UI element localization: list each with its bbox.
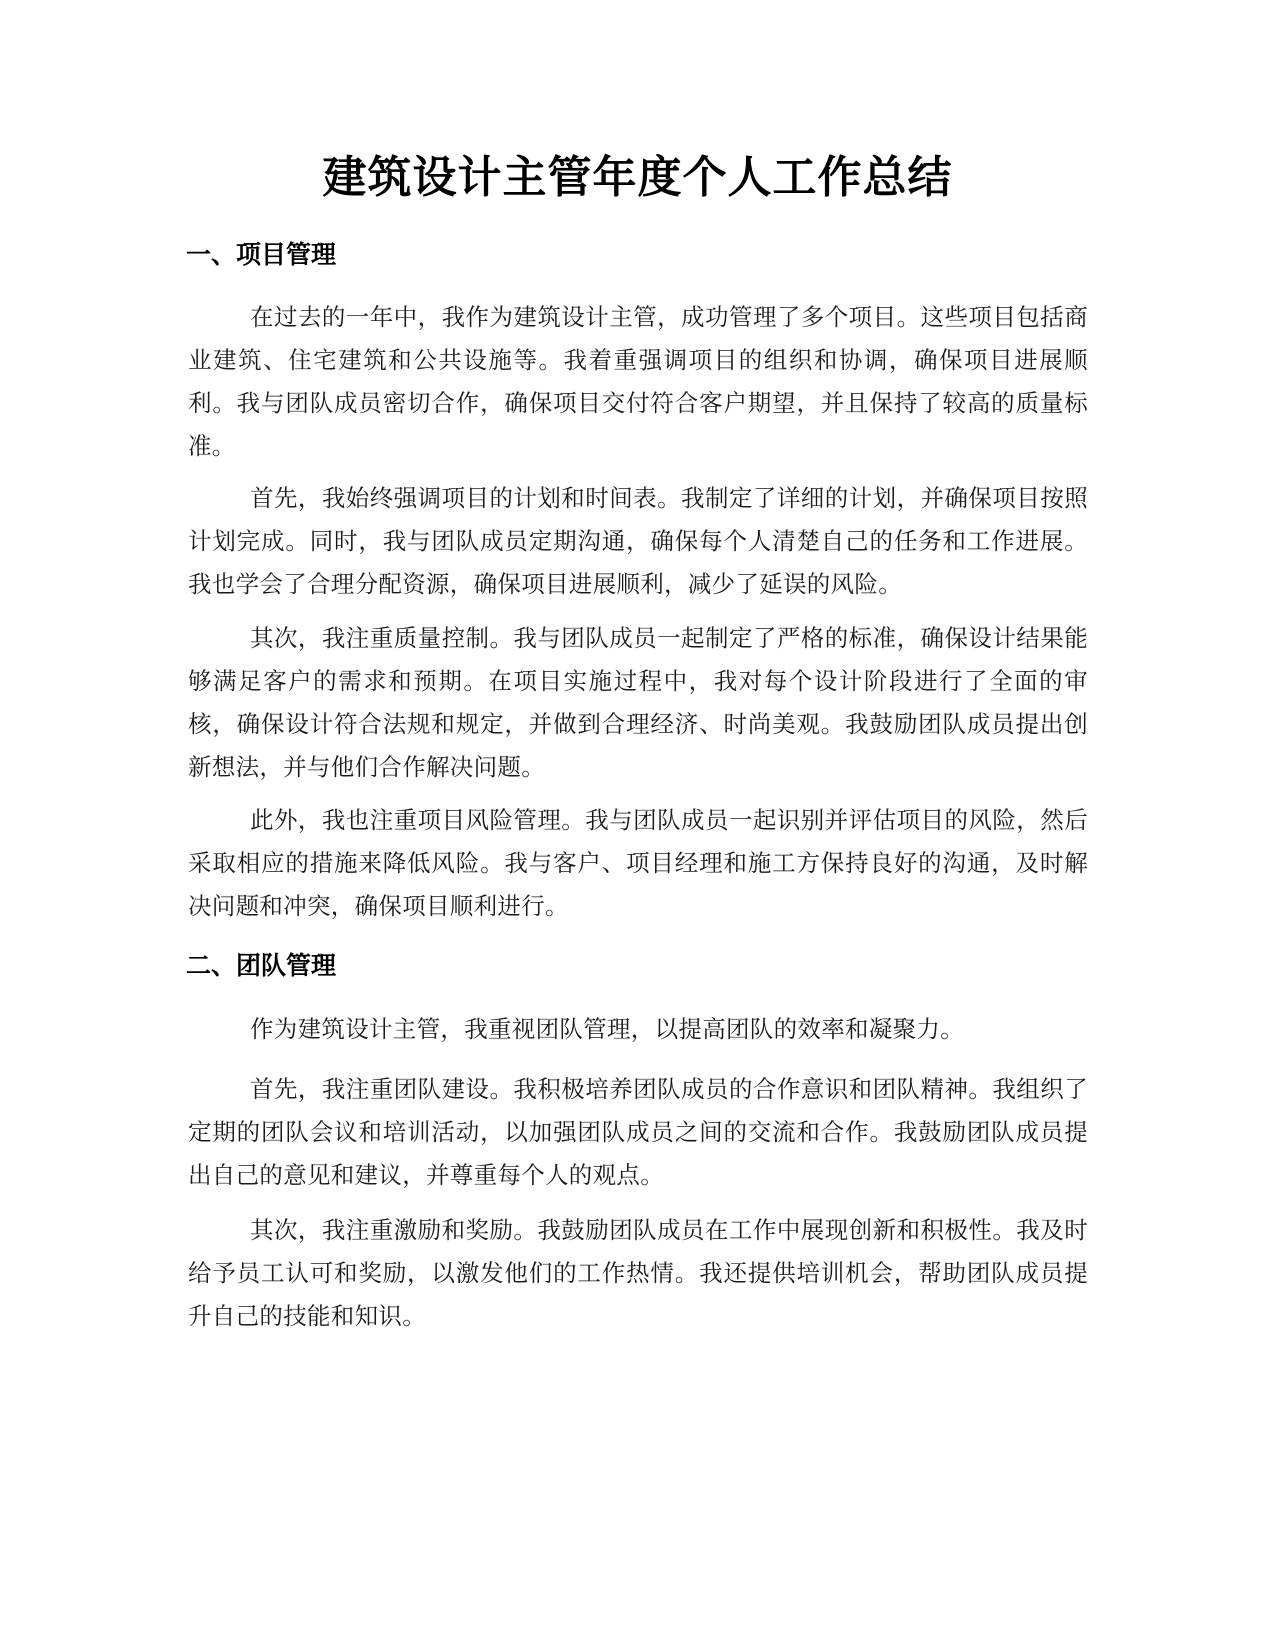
document-title: 建筑设计主管年度个人工作总结 bbox=[322, 152, 953, 203]
paragraph: 其次，我注重质量控制。我与团队成员一起制定了严格的标准，确保设计结果能够满足客户的需求和预期。在项目实施过程中，我对每个设计阶段进行了全面的审核，确保设计符合法规和规定，并做到合理经济、时尚美观。我鼓励团队成员提出创新想法，并与他们合作解决问题。 bbox=[188, 624, 1088, 781]
paragraph: 首先，我注重团队建设。我积极培养团队成员的合作意识和团队精神。我组织了定期的团队会议和培训活动，以加强团队成员之间的交流和合作。我鼓励团队成员提出自己的意见和建议，并尊重每个人的观点。 bbox=[188, 1075, 1088, 1189]
paragraph: 首先，我始终强调项目的计划和时间表。我制定了详细的计划，并确保项目按照计划完成。同时，我与团队成员定期沟通，确保每个人清楚自己的任务和工作进展。我也学会了合理分配资源，确保项目进展顺利，减少了延误的风险。 bbox=[188, 484, 1088, 598]
paragraph: 在过去的一年中，我作为建筑设计主管，成功管理了多个项目。这些项目包括商业建筑、住宅建筑和公共设施等。我着重强调项目的组织和协调，确保项目进展顺利。我与团队成员密切合作，确保项目交付符合客户期望，并且保持了较高的质量标准。 bbox=[188, 303, 1088, 460]
section-heading-team-management: 二、团队管理 bbox=[186, 951, 337, 980]
paragraph: 此外，我也注重项目风险管理。我与团队成员一起识别并评估项目的风险，然后采取相应的措施来降低风险。我与客户、项目经理和施工方保持良好的沟通，及时解决问题和冲突，确保项目顺利进行。 bbox=[188, 806, 1088, 920]
paragraph: 其次，我注重激励和奖励。我鼓励团队成员在工作中展现创新和积极性。我及时给予员工认可和奖励，以激发他们的工作热情。我还提供培训机会，帮助团队成员提升自己的技能和知识。 bbox=[188, 1216, 1088, 1330]
section-heading-project-management: 一、项目管理 bbox=[186, 240, 337, 269]
paragraph: 作为建筑设计主管，我重视团队管理，以提高团队的效率和凝聚力。 bbox=[250, 1015, 964, 1043]
